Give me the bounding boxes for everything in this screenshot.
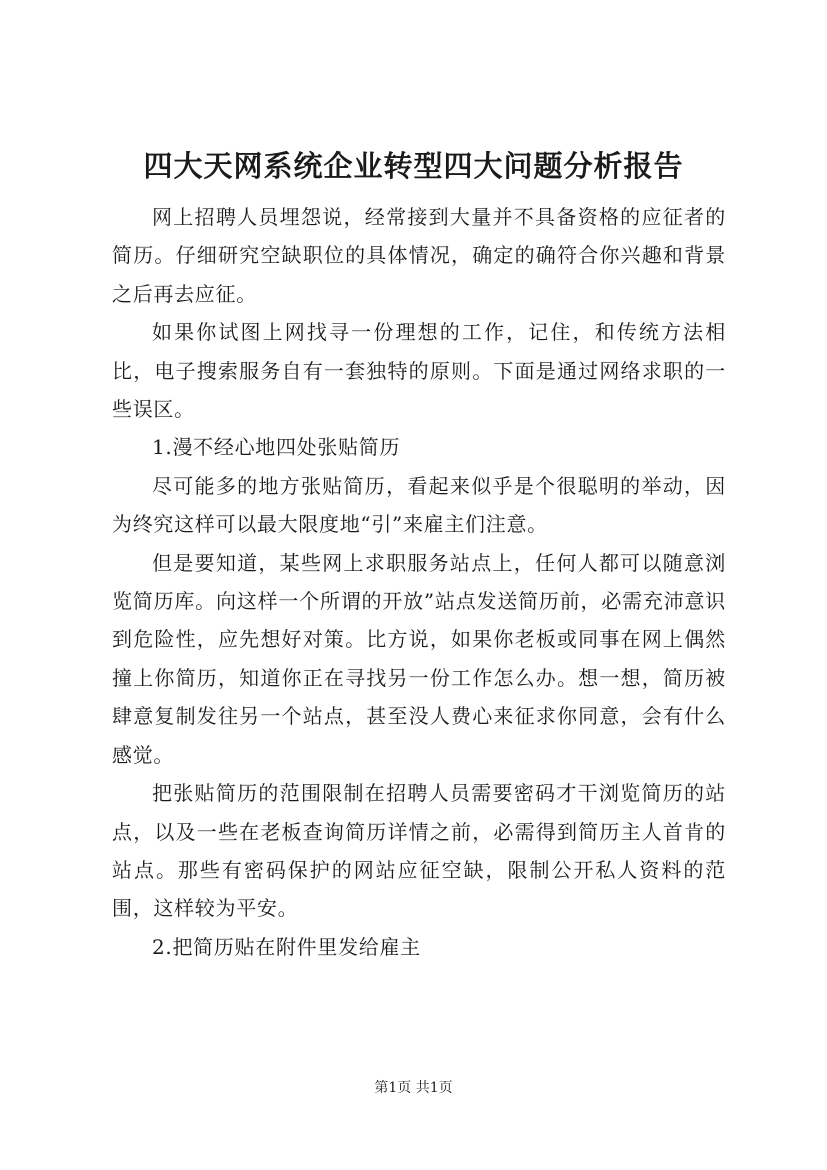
document-title: 四大天网系统企业转型四大问题分析报告 xyxy=(143,149,684,183)
paragraph: 尽可能多的地方张贴简历，看起来似乎是个很聪明的举动，因为终究这样可以最大限度地“引”来雇主们注意。 xyxy=(112,473,726,537)
paragraph: 把张贴简历的范围限制在招聘人员需要密码才干浏览简历的站点，以及一些在老板查询简历详情之前，必需得到简历主人首肯的站点。那些有密码保护的网站应征空缺，限制公开私人资料的范围，这样较为平安。 xyxy=(112,781,726,921)
section-heading: 2.把简历贴在附件里发给雇主 xyxy=(152,934,421,959)
paragraph: 网上招聘人员埋怨说，经常接到大量并不具备资格的应征者的简历。仔细研究空缺职位的具体情况，确定的确符合你兴趣和背景之后再去应征。 xyxy=(112,205,726,306)
paragraph: 但是要知道，某些网上求职服务站点上，任何人都可以随意浏览简历库。向这样一个所谓的开放”站点发送简历前，必需充沛意识到危险性，应先想好对策。比方说，如果你老板或同事在网上偶然撞上你简历，知道你正在寻找另一份工作怎么办。想一想，简历被肆意复制发往另一个站点，甚至没人费心来征求你同意，会有什么感觉。 xyxy=(112,550,726,767)
document-body xyxy=(112,198,726,966)
section-heading: 1.漫不经心地四处张贴简历 xyxy=(152,435,401,460)
page-footer: 第1页 共1页 xyxy=(374,1080,453,1096)
paragraph: 如果你试图上网找寻一份理想的工作，记住，和传统方法相比，电子搜索服务自有一套独特的原则。下面是通过网络求职的一些误区。 xyxy=(112,320,726,422)
